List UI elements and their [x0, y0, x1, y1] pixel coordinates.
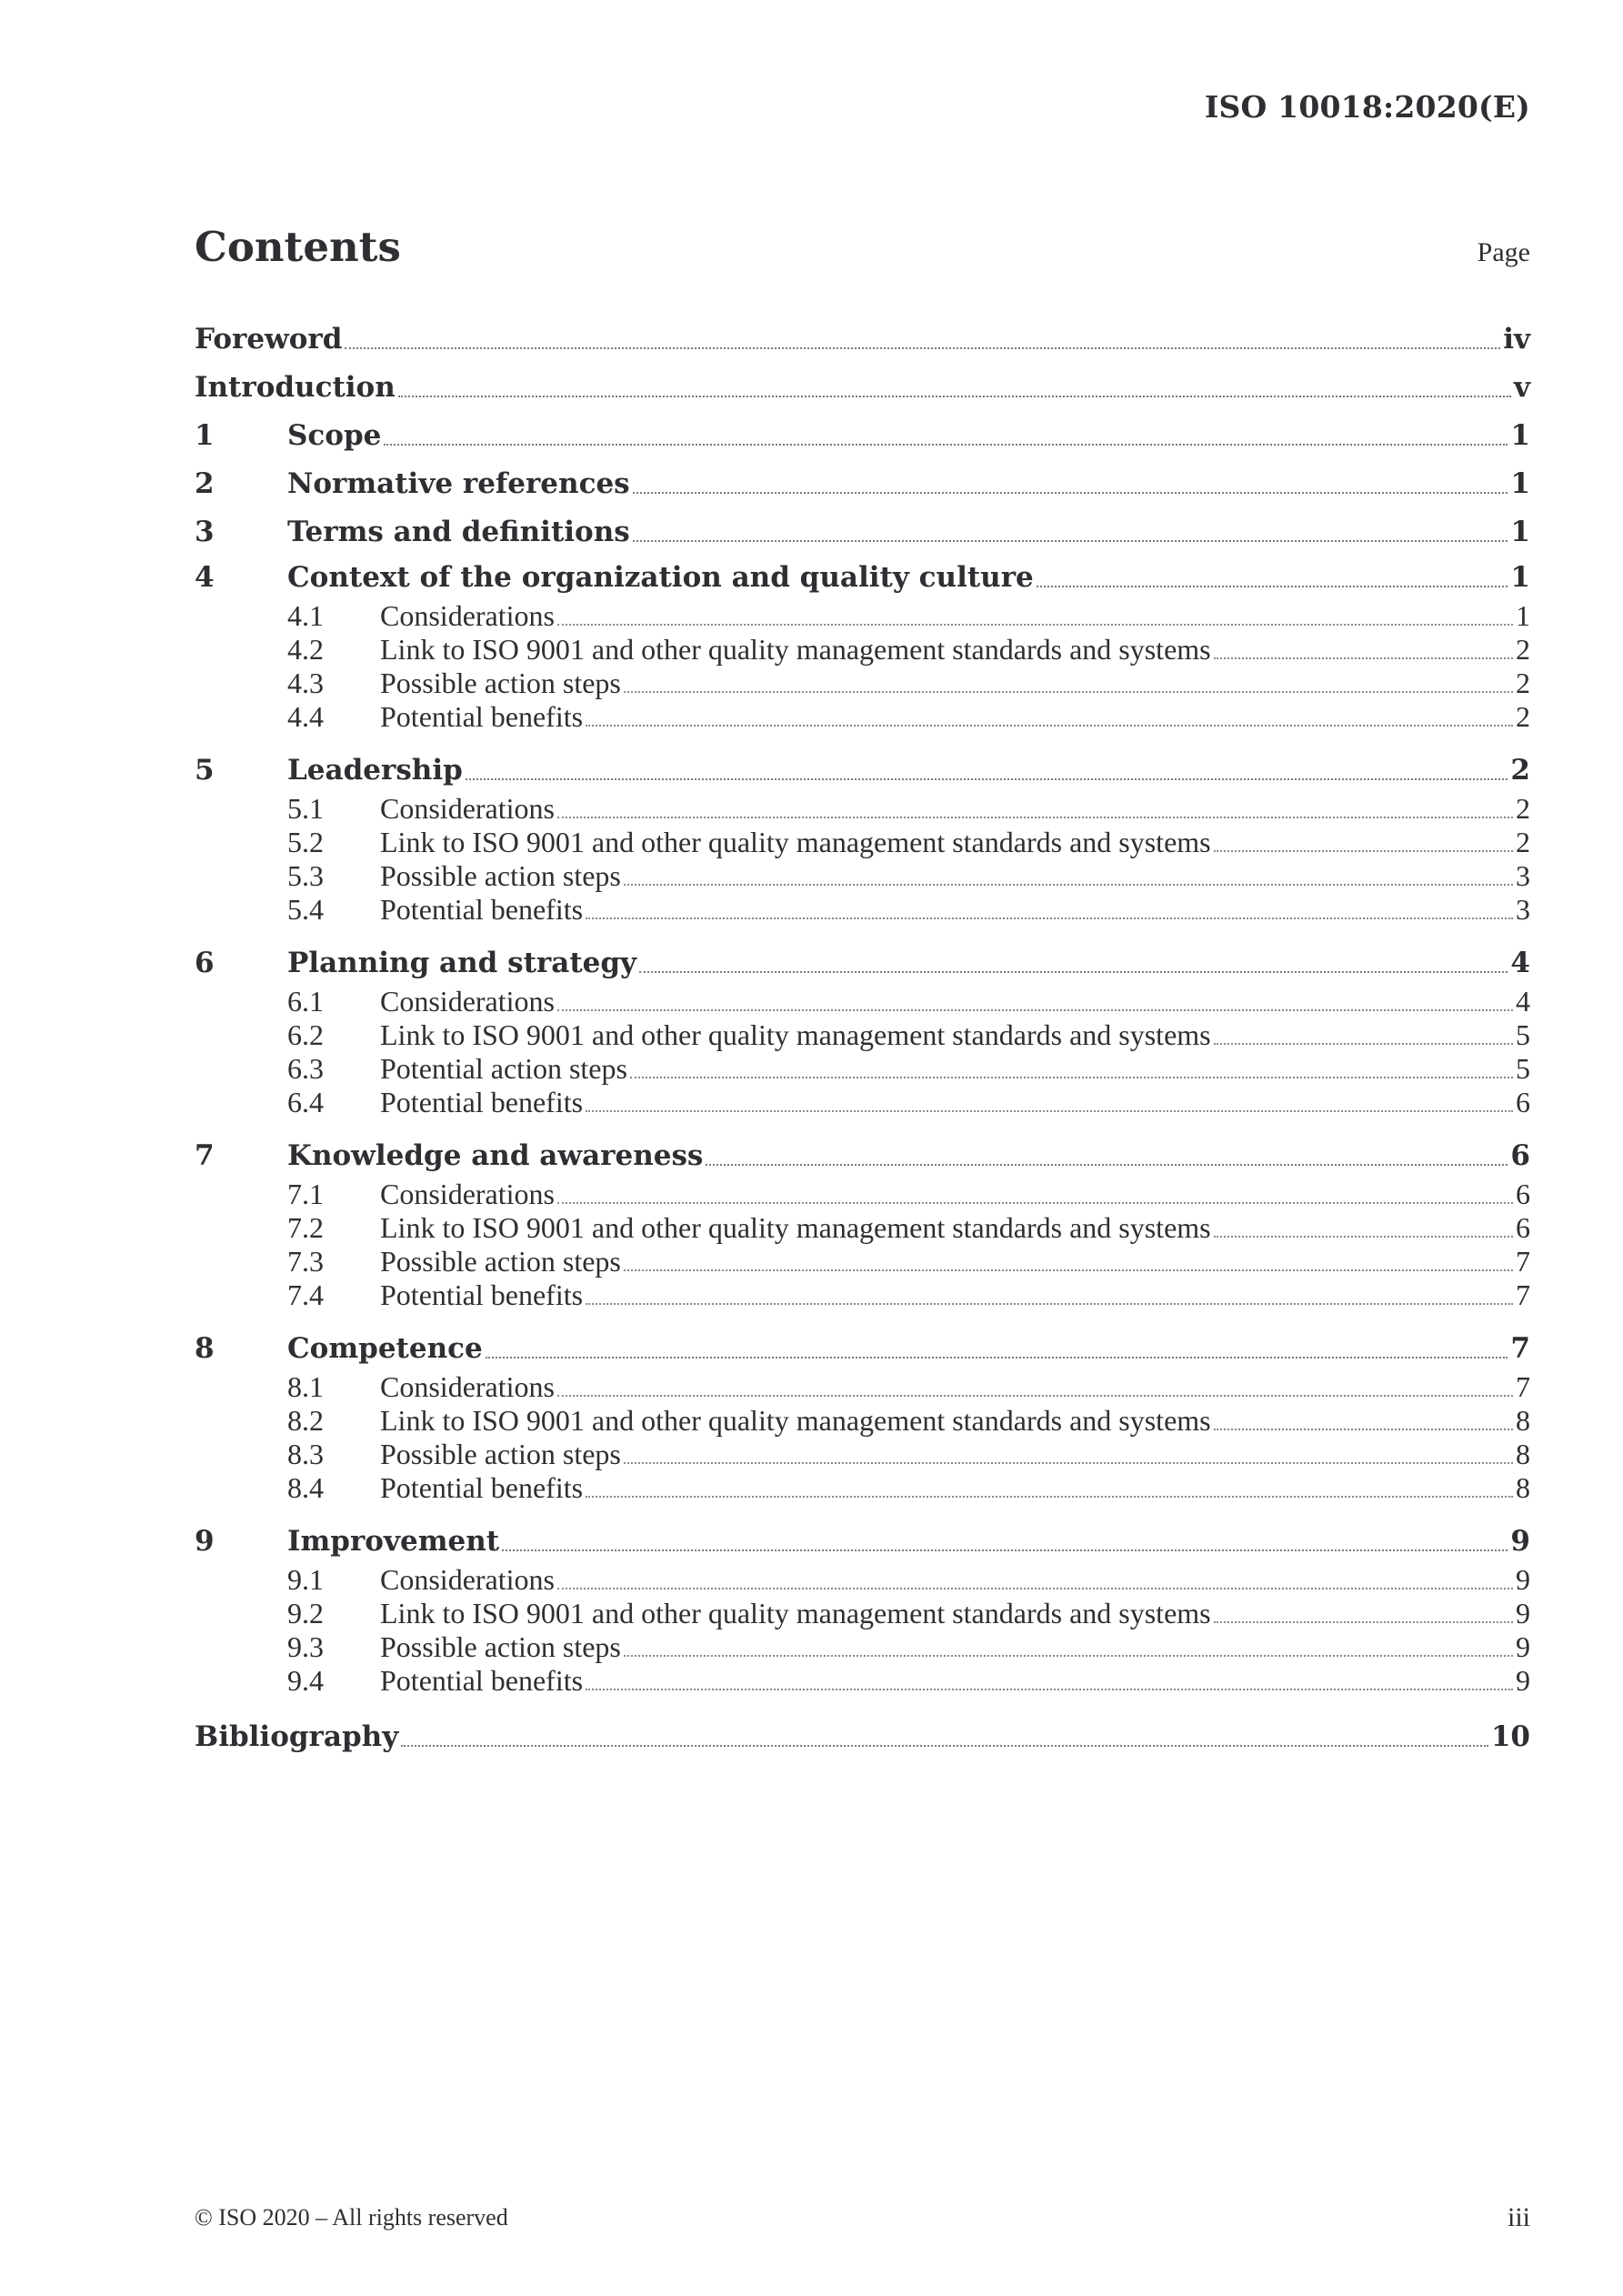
toc-subentry-title: Link to ISO 9001 and other quality management standards and systems: [380, 1404, 1211, 1437]
toc-entry-subclause-5-4[interactable]: [195, 893, 1530, 927]
toc-subentry-title: Potential benefits: [380, 1086, 584, 1118]
subclause-number: 6.1: [287, 985, 324, 1018]
subclause-number: 8.2: [287, 1404, 324, 1437]
toc-page-number: 7: [1516, 1370, 1530, 1403]
toc-entry-clause-6[interactable]: [195, 941, 1530, 985]
toc-page-number: 8: [1516, 1438, 1530, 1470]
toc-entry-clause-7[interactable]: [195, 1134, 1530, 1178]
toc-page-number: 6: [1510, 1139, 1530, 1172]
toc-entry-subclause-7-1[interactable]: [195, 1178, 1530, 1211]
dot-leader: [1214, 1429, 1513, 1430]
subclause-number: 7.1: [287, 1178, 324, 1210]
toc-entry-clause-8[interactable]: [195, 1327, 1530, 1370]
toc-page-number: 5: [1516, 1052, 1530, 1085]
toc-entry-subclause-5-3[interactable]: [195, 859, 1530, 893]
dot-leader: [633, 492, 1508, 494]
toc-page-number: 2: [1510, 754, 1530, 787]
dot-leader: [557, 1395, 1513, 1397]
toc-entry-subclause-6-1[interactable]: [195, 985, 1530, 1018]
toc-entry-clause-9[interactable]: [195, 1519, 1530, 1563]
toc-page-number: 1: [1516, 599, 1530, 632]
toc-entry-subclause-9-1[interactable]: [195, 1563, 1530, 1597]
dot-leader: [345, 347, 1500, 349]
subclause-number: 9.2: [287, 1597, 324, 1629]
copyright-notice: © ISO 2020 – All rights reserved: [195, 2204, 508, 2231]
toc-page-number: 7: [1510, 1332, 1530, 1365]
toc-page-number: 1: [1510, 466, 1530, 500]
subclause-number: 9.4: [287, 1664, 324, 1697]
toc-subentry-title: Considerations: [380, 985, 555, 1018]
dot-leader: [633, 540, 1508, 542]
toc-page-number: 5: [1516, 1018, 1530, 1051]
dot-leader: [557, 624, 1513, 626]
dot-leader: [1214, 1043, 1513, 1045]
toc-entry-bibliography[interactable]: [195, 1712, 1530, 1760]
page-title: Contents: [195, 223, 401, 271]
toc-subentry-title: Potential benefits: [380, 700, 584, 733]
toc-subentry-title: Considerations: [380, 1178, 555, 1210]
toc-page-number: 2: [1516, 667, 1530, 699]
toc-entry-title: Context of the organization and quality culture: [287, 561, 1034, 594]
toc-entry-title: Improvement: [287, 1525, 500, 1558]
dot-leader: [706, 1164, 1508, 1166]
toc-clause-group: [195, 1134, 1530, 1327]
dot-leader: [466, 778, 1508, 780]
toc-page-number: 6: [1516, 1178, 1530, 1210]
toc-subentry-title: Potential benefits: [380, 893, 584, 926]
dot-leader: [586, 1496, 1513, 1498]
toc-entry-title: Normative references: [287, 466, 630, 500]
toc-page-number: 1: [1510, 418, 1530, 452]
document-id: ISO 10018:2020(E): [1204, 89, 1530, 125]
dot-leader: [624, 1655, 1513, 1657]
contents-title-row: [195, 223, 1530, 271]
dot-leader: [486, 1357, 1508, 1359]
toc-entry-title: Planning and strategy: [287, 947, 637, 979]
toc-subentry-title: Considerations: [380, 792, 555, 825]
page-number: iii: [1507, 2202, 1530, 2232]
toc-subentry-title: Possible action steps: [380, 1245, 621, 1278]
dot-leader: [1214, 657, 1513, 659]
dot-leader: [586, 1110, 1513, 1112]
toc-subentry-title: Link to ISO 9001 and other quality management standards and systems: [380, 1211, 1211, 1244]
toc-page-number: 8: [1516, 1404, 1530, 1437]
clause-number: 3: [195, 515, 215, 548]
subclause-number: 7.3: [287, 1245, 324, 1278]
toc-entry-introduction[interactable]: [195, 363, 1530, 411]
toc-entry-title: Knowledge and awareness: [287, 1139, 704, 1172]
dot-leader: [398, 396, 1511, 397]
toc-entry-subclause-4-2[interactable]: [195, 633, 1530, 667]
clause-number: 4: [195, 561, 215, 594]
toc-entry-subclause-6-4[interactable]: [195, 1086, 1530, 1119]
dot-leader: [557, 1588, 1513, 1589]
subclause-number: 6.3: [287, 1052, 324, 1085]
toc-subentry-title: Possible action steps: [380, 1630, 621, 1663]
toc-clause-group: [195, 556, 1530, 748]
toc-page-number: 2: [1516, 700, 1530, 733]
toc-page-number: v: [1513, 370, 1530, 404]
toc-entry-subclause-7-2[interactable]: [195, 1211, 1530, 1245]
toc-entry-title: Foreword: [195, 322, 343, 356]
toc-page-number: 9: [1516, 1630, 1530, 1663]
toc-entry-clause-2[interactable]: [195, 459, 1530, 507]
subclause-number: 7.2: [287, 1211, 324, 1244]
toc-subentry-title: Potential benefits: [380, 1278, 584, 1311]
toc-entry-subclause-4-4[interactable]: [195, 700, 1530, 734]
toc-subentry-title: Link to ISO 9001 and other quality management standards and systems: [380, 1597, 1211, 1629]
dot-leader: [1214, 1236, 1513, 1238]
subclause-number: 8.3: [287, 1438, 324, 1470]
toc-entry-subclause-8-1[interactable]: [195, 1370, 1530, 1404]
toc-page-number: 9: [1516, 1597, 1530, 1629]
dot-leader: [624, 691, 1513, 693]
toc-entry-clause-1[interactable]: [195, 411, 1530, 459]
dot-leader: [1214, 1621, 1513, 1623]
subclause-number: 4.2: [287, 633, 324, 666]
toc-subentry-title: Possible action steps: [380, 667, 621, 699]
dot-leader: [401, 1745, 1488, 1747]
toc-page-number: 9: [1516, 1563, 1530, 1596]
subclause-number: 4.4: [287, 700, 324, 733]
toc-entry-subclause-9-4[interactable]: [195, 1664, 1530, 1698]
toc-entry-subclause-9-3[interactable]: [195, 1630, 1530, 1664]
clause-number: 6: [195, 947, 215, 979]
toc-page-number: 1: [1510, 561, 1530, 594]
toc-page-number: 7: [1516, 1278, 1530, 1311]
toc-subentry-title: Link to ISO 9001 and other quality management standards and systems: [380, 1018, 1211, 1051]
toc-subentry-title: Possible action steps: [380, 1438, 621, 1470]
subclause-number: 5.4: [287, 893, 324, 926]
toc-page-number: 4: [1510, 947, 1530, 979]
toc-page-number: 4: [1516, 985, 1530, 1018]
toc-page-number: 9: [1510, 1525, 1530, 1558]
toc-page-number: 6: [1516, 1211, 1530, 1244]
toc-entry-foreword[interactable]: [195, 315, 1530, 363]
toc-clause-group: [195, 1327, 1530, 1519]
toc-page-number: 3: [1516, 893, 1530, 926]
subclause-number: 9.3: [287, 1630, 324, 1663]
toc-subentry-title: Potential benefits: [380, 1664, 584, 1697]
toc-entry-title: Introduction: [195, 370, 396, 404]
toc-page-number: 3: [1516, 859, 1530, 892]
toc-subentry-title: Potential benefits: [380, 1471, 584, 1504]
subclause-number: 5.3: [287, 859, 324, 892]
table-of-contents: [195, 315, 1530, 1760]
subclause-number: 6.4: [287, 1086, 324, 1118]
toc-entry-title: Scope: [287, 418, 382, 452]
toc-subentry-title: Link to ISO 9001 and other quality management standards and systems: [380, 633, 1211, 666]
dot-leader: [557, 817, 1513, 818]
clause-number: 2: [195, 466, 215, 500]
subclause-number: 9.1: [287, 1563, 324, 1596]
toc-subentry-title: Considerations: [380, 1370, 555, 1403]
toc-page-number: 1: [1510, 515, 1530, 548]
dot-leader: [624, 1269, 1513, 1271]
toc-entry-subclause-8-2[interactable]: [195, 1404, 1530, 1438]
toc-subentry-title: Possible action steps: [380, 859, 621, 892]
clause-number: 8: [195, 1332, 215, 1365]
toc-clause-group: [195, 748, 1530, 941]
dot-leader: [586, 725, 1513, 727]
toc-entry-subclause-7-3[interactable]: [195, 1245, 1530, 1278]
toc-entry-title: Bibliography: [195, 1719, 399, 1753]
toc-entry-subclause-4-1[interactable]: [195, 599, 1530, 633]
subclause-number: 5.2: [287, 826, 324, 858]
subclause-number: 6.2: [287, 1018, 324, 1051]
toc-subentry-title: Potential action steps: [380, 1052, 627, 1085]
dot-leader: [624, 1462, 1513, 1464]
toc-entry-subclause-8-3[interactable]: [195, 1438, 1530, 1471]
dot-leader: [624, 884, 1513, 886]
dot-leader: [557, 1202, 1513, 1204]
toc-entry-title: Competence: [287, 1332, 483, 1365]
toc-clause-group: [195, 941, 1530, 1134]
subclause-number: 8.4: [287, 1471, 324, 1504]
toc-entry-subclause-6-3[interactable]: [195, 1052, 1530, 1086]
toc-subentry-title: Link to ISO 9001 and other quality management standards and systems: [380, 826, 1211, 858]
toc-page-number: 8: [1516, 1471, 1530, 1504]
dot-leader: [1037, 586, 1508, 587]
page-column-label: Page: [1477, 237, 1530, 267]
toc-subentry-title: Considerations: [380, 1563, 555, 1596]
toc-subentry-title: Considerations: [380, 599, 555, 632]
clause-number: 5: [195, 754, 215, 787]
subclause-number: 5.1: [287, 792, 324, 825]
toc-page-number: 2: [1516, 792, 1530, 825]
toc-page-number: 10: [1490, 1719, 1530, 1753]
toc-entry-subclause-8-4[interactable]: [195, 1471, 1530, 1505]
clause-number: 1: [195, 418, 215, 452]
dot-leader: [502, 1549, 1508, 1551]
clause-number: 9: [195, 1525, 215, 1558]
toc-entry-subclause-9-2[interactable]: [195, 1597, 1530, 1630]
toc-page-number: 2: [1516, 826, 1530, 858]
toc-entry-subclause-6-2[interactable]: [195, 1018, 1530, 1052]
toc-entry-clause-4[interactable]: [195, 556, 1530, 599]
toc-page-number: 9: [1516, 1664, 1530, 1697]
dot-leader: [384, 444, 1508, 446]
subclause-number: 4.1: [287, 599, 324, 632]
toc-entry-subclause-4-3[interactable]: [195, 667, 1530, 700]
dot-leader: [1214, 850, 1513, 852]
toc-page-number: 6: [1516, 1086, 1530, 1118]
dot-leader: [586, 1303, 1513, 1305]
toc-entry-subclause-7-4[interactable]: [195, 1278, 1530, 1312]
dot-leader: [586, 917, 1513, 919]
toc-entry-subclause-5-1[interactable]: [195, 792, 1530, 826]
toc-entry-subclause-5-2[interactable]: [195, 826, 1530, 859]
toc-page-number: 7: [1516, 1245, 1530, 1278]
toc-entry-clause-3[interactable]: [195, 507, 1530, 556]
dot-leader: [557, 1009, 1513, 1011]
toc-page-number: 2: [1516, 633, 1530, 666]
dot-leader: [630, 1077, 1513, 1078]
clause-number: 7: [195, 1139, 215, 1172]
dot-leader: [586, 1689, 1513, 1690]
subclause-number: 7.4: [287, 1278, 324, 1311]
toc-clause-group: [195, 1519, 1530, 1712]
toc-entry-title: Terms and definitions: [287, 515, 630, 548]
dot-leader: [639, 971, 1508, 973]
toc-entry-title: Leadership: [287, 754, 463, 787]
subclause-number: 4.3: [287, 667, 324, 699]
toc-entry-clause-5[interactable]: [195, 748, 1530, 792]
subclause-number: 8.1: [287, 1370, 324, 1403]
toc-page-number: iv: [1503, 322, 1530, 356]
